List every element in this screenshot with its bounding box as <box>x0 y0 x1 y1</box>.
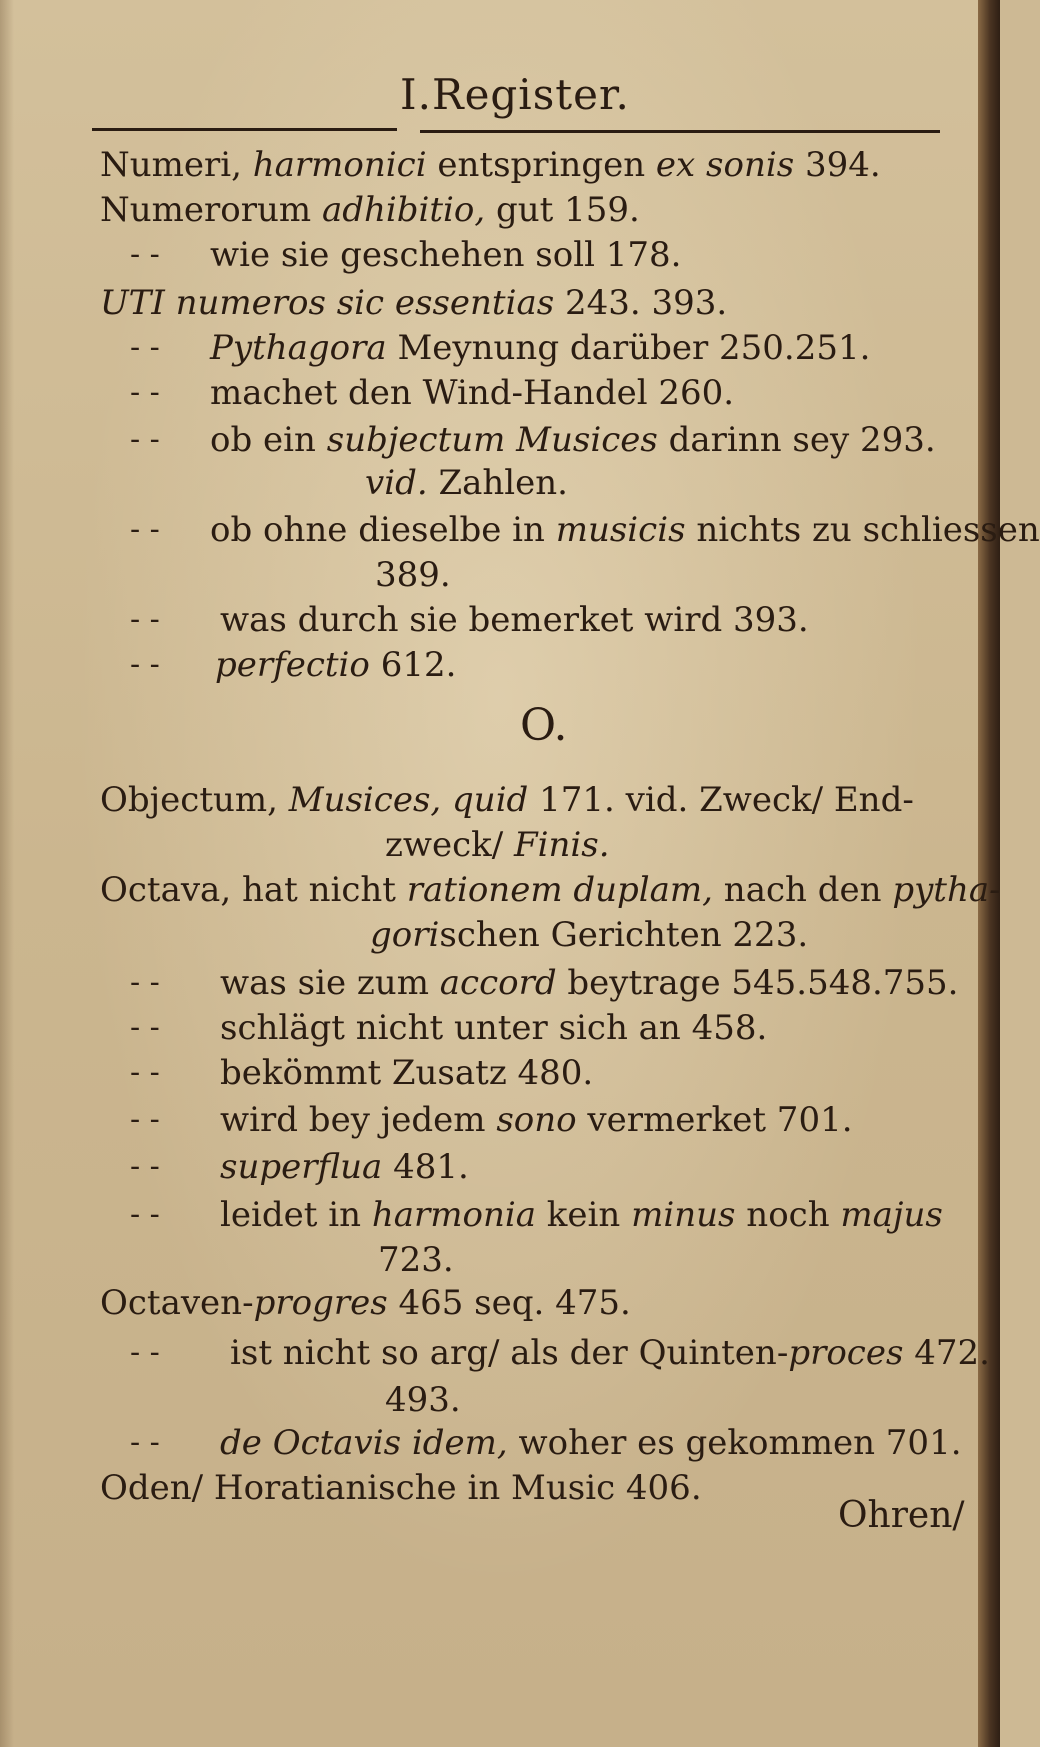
entry-text: 394. <box>794 145 881 185</box>
entry-dash: - - <box>130 647 160 682</box>
entry-text: gut 159. <box>485 190 640 230</box>
entry-text: was sie zum <box>220 963 440 1003</box>
entry-text: 723. <box>378 1240 454 1280</box>
entry-latin-text: superflua <box>220 1147 383 1187</box>
entry-dash: - - <box>130 1335 160 1370</box>
register-entry <box>230 1333 990 1373</box>
register-entry <box>220 1423 962 1463</box>
entry-latin-text: majus <box>840 1195 943 1235</box>
register-entry <box>220 1008 767 1048</box>
register-entry <box>370 915 808 955</box>
register-entry <box>220 1195 943 1235</box>
entry-text: Octaven- <box>100 1283 254 1323</box>
entry-text: schlägt nicht unter sich an 458. <box>220 1008 768 1048</box>
section-letter: O. <box>520 700 568 751</box>
entry-latin-text: musicis <box>555 510 686 550</box>
register-entry <box>220 1147 469 1187</box>
entry-text: ist nicht so arg/ als der Quinten- <box>230 1333 789 1373</box>
entry-text: Zahlen. <box>427 463 568 503</box>
entry-text: Numerorum <box>100 190 322 230</box>
entry-text: ob ohne dieselbe in <box>210 510 556 550</box>
entry-text: 612. <box>369 645 457 685</box>
entry-latin-text: harmonia <box>371 1195 536 1235</box>
entry-dash: - - <box>130 1010 160 1045</box>
entry-text: ob ein <box>210 420 327 460</box>
entry-latin-text: accord <box>439 963 557 1003</box>
entry-latin-text: subjectum Musices <box>326 420 658 460</box>
register-entry <box>220 1053 593 1093</box>
entry-latin-text: progres <box>253 1283 388 1323</box>
entry-text: was durch sie bemerket wird 393. <box>220 600 809 640</box>
register-entry <box>378 1240 454 1280</box>
entry-text: Numeri, <box>100 145 253 185</box>
header-rule-right <box>420 130 940 133</box>
entry-text: woher es gekommen 701. <box>507 1423 962 1463</box>
register-entry <box>385 1380 461 1420</box>
entry-text: leidet in <box>220 1195 372 1235</box>
entry-text: darinn sey 293. <box>657 420 936 460</box>
catchword: Ohren/ <box>838 1495 965 1536</box>
register-entry <box>215 645 456 685</box>
entry-text: Oden/ Horatianische in Music 406. <box>100 1468 702 1508</box>
entry-text: Objectum, <box>100 780 289 820</box>
register-entry <box>385 825 610 865</box>
entry-text: 472. <box>903 1333 990 1373</box>
entry-dash: - - <box>130 602 160 637</box>
entry-latin-text: harmonici <box>252 145 427 185</box>
entry-text: 389. <box>375 555 451 595</box>
entry-text: wie sie geschehen soll 178. <box>210 235 682 275</box>
entry-latin-text: perfectio <box>215 645 370 685</box>
entry-dash: - - <box>130 1102 160 1137</box>
entry-latin-text: proces <box>788 1333 904 1373</box>
entry-text: bekömmt Zusatz 480. <box>220 1053 594 1093</box>
entry-dash: - - <box>130 512 160 547</box>
entry-latin-text: sono <box>496 1100 577 1140</box>
entry-dash: - - <box>130 1197 160 1232</box>
register-entry <box>100 145 881 185</box>
register-entry <box>365 463 568 503</box>
register-entry <box>220 1100 853 1140</box>
entry-latin-text: gori <box>370 915 440 955</box>
header-rule-left <box>92 128 397 131</box>
entry-latin-text: adhibitio, <box>321 190 486 230</box>
entry-text: nach den <box>712 870 893 910</box>
entry-text: 465 seq. 475. <box>387 1283 631 1323</box>
register-entry <box>100 1283 631 1323</box>
entry-dash: - - <box>130 422 160 457</box>
register-entry <box>100 283 727 323</box>
register-entry <box>220 963 958 1003</box>
entry-latin-text: de Octavis idem, <box>220 1423 508 1463</box>
entry-text: vermerket 701. <box>576 1100 853 1140</box>
register-entry <box>210 510 1040 550</box>
register-entry <box>210 373 734 413</box>
page-edge-shadow <box>0 0 14 1747</box>
register-entry <box>100 1468 702 1508</box>
entry-dash: - - <box>130 1425 160 1460</box>
page-header: I.Register. <box>400 70 630 119</box>
register-entry <box>100 190 640 230</box>
entry-text: nichts zu schliessen <box>685 510 1040 550</box>
entry-text: Octava, hat nicht <box>100 870 407 910</box>
entry-text: 243. 393. <box>554 283 728 323</box>
entry-text: noch <box>735 1195 841 1235</box>
entry-text: beytrage 545.548.755. <box>556 963 959 1003</box>
entry-latin-text: Finis. <box>514 825 610 865</box>
entry-text: schen Gerichten 223. <box>439 915 809 955</box>
entry-latin-text: rationem duplam, <box>406 870 713 910</box>
entry-latin-text: vid. <box>365 463 428 503</box>
entry-text: wird bey jedem <box>220 1100 497 1140</box>
entry-text: 493. <box>385 1380 461 1420</box>
entry-text: zweck/ <box>385 825 515 865</box>
entry-latin-text: minus <box>631 1195 736 1235</box>
entry-dash: - - <box>130 330 160 365</box>
entry-latin-text: UTI numeros sic essentias <box>100 283 555 323</box>
register-entry <box>375 555 451 595</box>
entry-text: machet den Wind-Handel 260. <box>210 373 735 413</box>
entry-dash: - - <box>130 965 160 1000</box>
entry-text: 171. vid. Zweck/ End- <box>528 780 914 820</box>
entry-dash: - - <box>130 237 160 272</box>
entry-text: kein <box>536 1195 632 1235</box>
register-entry <box>100 870 1001 910</box>
entry-text: 481. <box>382 1147 469 1187</box>
entry-latin-text: Pythagora <box>210 328 387 368</box>
register-entry <box>210 328 870 368</box>
entry-text: Meynung darüber 250.251. <box>386 328 871 368</box>
entry-text: entspringen <box>426 145 656 185</box>
register-entry <box>210 420 936 460</box>
entry-latin-text: Musices, quid <box>288 780 529 820</box>
register-entry <box>100 780 914 820</box>
register-entry <box>220 600 809 640</box>
entry-dash: - - <box>130 375 160 410</box>
entry-dash: - - <box>130 1149 160 1184</box>
entry-latin-text: pytha- <box>892 870 1001 910</box>
register-entry <box>210 235 681 275</box>
entry-latin-text: ex sonis <box>655 145 795 185</box>
entry-dash: - - <box>130 1055 160 1090</box>
